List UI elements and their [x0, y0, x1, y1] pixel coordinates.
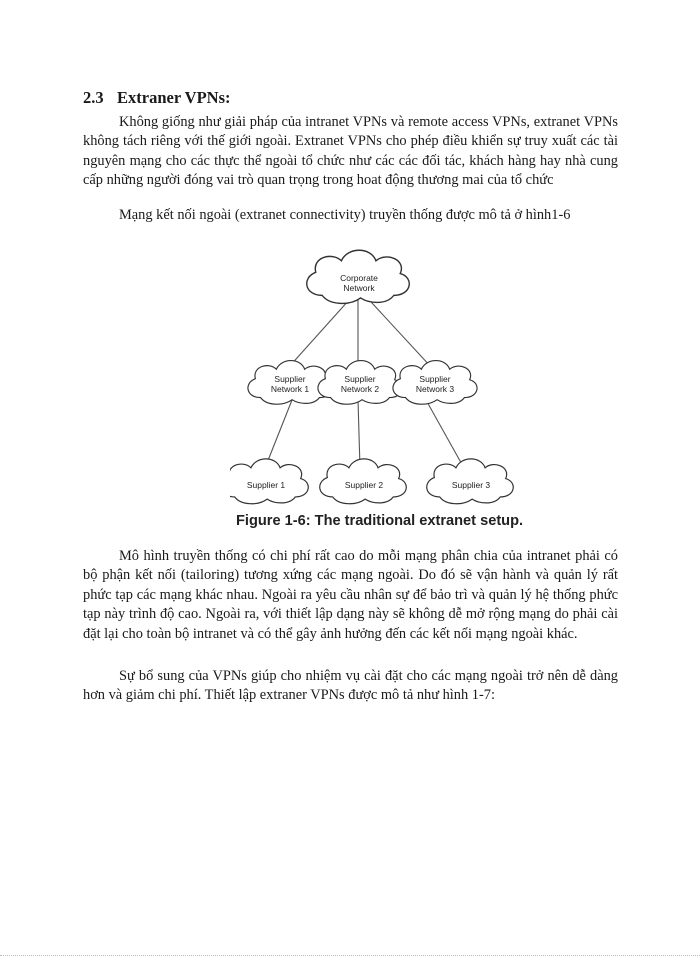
supplier-3-label: Supplier 3	[451, 480, 491, 490]
corporate-label-line-1: Corporate	[340, 273, 378, 283]
paragraph-intro: Không giống như giải pháp của intranet VPNs và remote access VPNs, extranet VPNs không tách riêng với thế giới ngoài. Extranet VPNs cho phép điều khiển sự truy xuất các tài nguyên mạng cho các thực thể ngoài tổ chức như các các đối tác, khách hàng hay nhà cung cấp những người đóng vai trò quan trọng trong hoat động thương mai của tổ chức	[83, 114, 618, 189]
page-bottom-border	[0, 955, 700, 956]
supplier-2-label: Supplier 2	[344, 480, 384, 490]
section-heading	[83, 88, 231, 108]
supplier-network-3-label-line-2: Network 3	[415, 384, 455, 394]
paragraph-vpn-addition: Sự bổ sung của VPNs giúp cho nhiệm vụ cài đặt cho các mạng ngoài trở nên dễ dàng hơn và giảm chi phí. Thiết lập extraner VPNs được mô tả như hình 1-7:	[83, 668, 618, 704]
supplier-network-2-label-line-1: Supplier	[344, 374, 376, 384]
section-number: 2.3	[83, 88, 104, 107]
line-network-2-to-supplier-2	[358, 400, 360, 468]
supplier-network-1-label-line-1: Supplier	[274, 374, 306, 384]
line-network-1-to-supplier-1	[265, 400, 292, 468]
paragraph-figure-reference: Mạng kết nối ngoài (extranet connectivity) truyền thống được mô tả ở hình1-6	[119, 207, 571, 223]
supplier-1-label: Supplier 1	[246, 480, 286, 490]
corporate-label-line-2: Network	[343, 283, 375, 293]
supplier-network-3-label-line-1: Supplier	[419, 374, 451, 384]
supplier-network-1-label-line-2: Network 1	[270, 384, 310, 394]
figure-caption: Figure 1-6: The traditional extranet setup.	[236, 513, 524, 529]
extranet-diagram	[230, 240, 540, 512]
paragraph-traditional-model: Mô hình truyền thống có chi phí rất cao do mỗi mạng phân chia của intranet phải có bộ phận kết nối (tailoring) tương xứng các mạng ngoài. Do đó sẽ vận hành và quản lý rất phức tạp các mạng khác nhau. Ngoài ra yêu cầu nhân sự để bảo trì và quản lý hệ thống phức tạp này trình độ cao. Ngoài ra, với thiết lập dạng này sẽ không dễ mở rộng mạng do phải cài đặt lại cho toàn bộ intranet và có thể gây ảnh hưởng đến các kết nối mạng ngoài khác.	[83, 548, 618, 642]
section-title: Extraner VPNs:	[117, 88, 231, 107]
supplier-network-2-label-line-2: Network 2	[340, 384, 380, 394]
line-network-3-to-supplier-3	[426, 400, 464, 468]
